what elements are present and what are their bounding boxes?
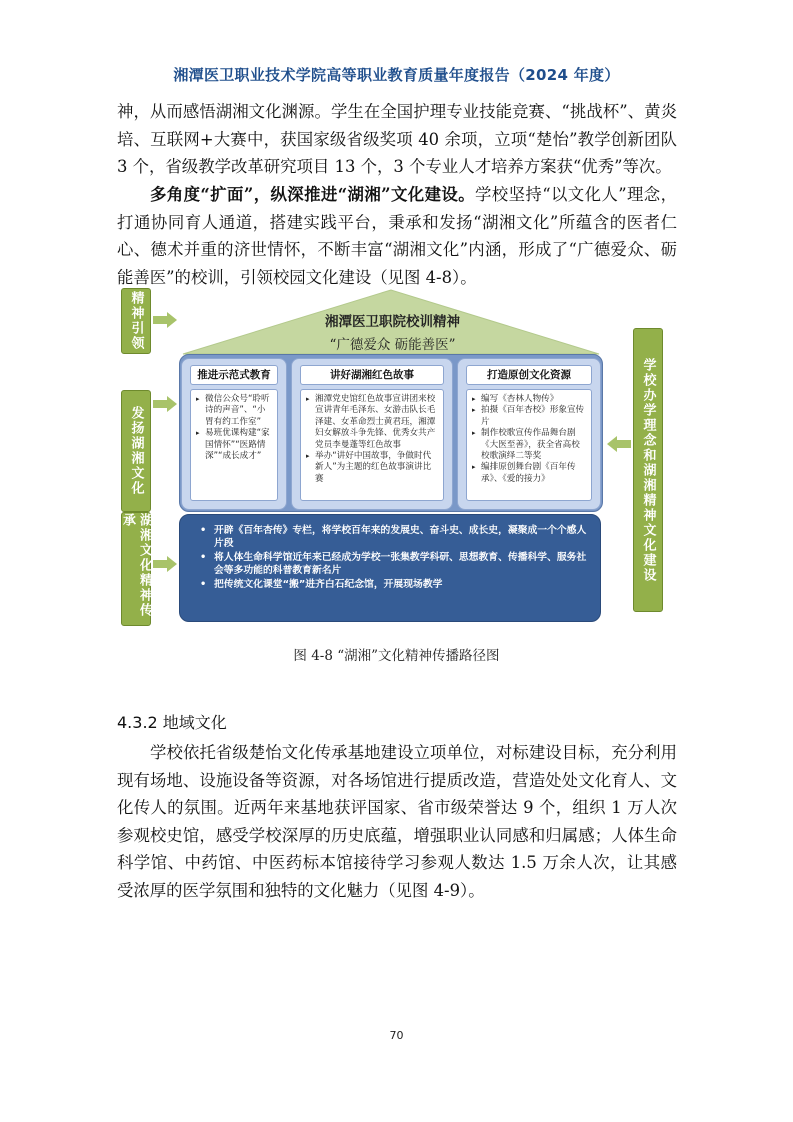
list-item: • 把传统文化课堂“搬”进齐白石纪念馆，开展现场教学 [198,579,588,592]
left-tab-inherit-spirit: 湖湘文化精神传承 [121,512,151,626]
list-item: ▸ 编排原创舞台剧《百年传承》、《爱的接力》 [472,462,586,485]
roof-title: 湘潭医卫职院校训精神 [325,314,460,330]
list-item: • 将人体生命科学馆近年来已经成为学校一张集教学科研、思想教育、传播科学、服务社会等多功能的科普教育新名片 [198,552,588,577]
right-tab-school-philosophy: 学校办学理念和湖湘精神文化建设 [633,328,663,612]
roof-subtitle: “广德爱众 砺能善医” [329,337,456,353]
column-demonstration-education [181,358,287,510]
list-item: ▸ 制作校歌宣传作品舞台剧《大医至善》，获全省高校校歌演绎二等奖 [472,428,586,462]
left-arrow-icon [607,436,631,452]
paragraph-lead-bold: 多角度“扩面”，纵深推进“湖湘”文化建设。 [150,185,475,204]
column-original-resources [457,358,601,510]
column-body [300,389,444,501]
column-body [466,389,592,501]
culture-path-diagram [121,286,664,626]
section-heading: 4.3.2 地域文化 [117,713,227,732]
paragraph-2-text: 学校坚持“以文化人”理念，打通协同育人通道，搭建实践平台，秉承和发扬“湖湘文化”所蕴含的医者仁心、德术并重的济世情怀，不断丰富“湖湘文化”内涵，形成了“广德爱众、砺能善医”的校训，引领校园文化建设（见图 4-8）。 [117,185,677,287]
figure-caption: 图 4-8 “湖湘”文化精神传播路径图 [293,648,500,664]
left-tab-promote-culture: 发扬湖湘文化 [121,390,151,512]
column-title: 推进示范式教育 [190,365,278,385]
column-red-stories [291,358,453,510]
list-item: ▸ 易班优课构建“家国情怀”“医路情深”“成长成才” [196,428,272,462]
right-arrow-icon [153,556,177,572]
list-item: ▸ 举办“讲好中国故事，争做时代新人”为主题的红色故事演讲比赛 [306,451,438,485]
page-header-title: 湘潭医卫职业技术学院高等职业教育质量年度报告（2024 年度） [173,66,620,84]
page-number: 70 [389,1029,404,1042]
column-title: 讲好湖湘红色故事 [300,365,444,385]
inheritance-box [179,514,601,622]
body-paragraph-2 [117,181,677,291]
list-item: ▸ 拍摄《百年杏校》形象宣传片 [472,405,586,428]
body-paragraph-1: 神，从而感悟湖湘文化渊源。学生在全国护理专业技能竞赛、“挑战杯”、黄炎培、互联网+大赛中，获国家级省级奖项 40 余项，立项“楚怡”教学创新团队 3 个，省级教学改革研究项目 13 个，3 个专业人才培养方案获“优秀”等次。 [117,102,677,177]
right-arrow-icon [153,396,177,412]
body-paragraph-3: 学校依托省级楚怡文化传承基地建设立项单位，对标建设目标，充分利用现有场地、设施设备等资源，对各场馆进行提质改造，营造处处文化育人、文化传人的氛围。近两年来基地获评国家、省市级荣誉达 9 个，组织 1 万人次参观校史馆，感受学校深厚的历史底蕴，增强职业认同感和归属感；人体生命科学馆、中药馆、中医药标本馆接待学习参观人数达 1.5 万余人次，让其感受浓厚的医学氛围和独特的文化魅力（见图 4-9）。 [117,743,677,900]
column-body [190,389,278,501]
left-tab-spirit-lead: 精神引领 [121,288,151,354]
list-item: ▸ 编写《杏林人物传》 [472,394,586,405]
list-item: ▸ 微信公众号“聆听诗的声音”、“小胃有约工作室” [196,394,272,428]
column-title: 打造原创文化资源 [466,365,592,385]
list-item: ▸ 湘潭党史馆红色故事宣讲团来校宣讲青年毛泽东、女游击队长毛泽建、女革命烈士黄君珏，湘潭妇女解放斗争先锋、优秀女共产党员李曼蓬等红色故事 [306,394,438,451]
list-item: • 开辟《百年杏传》专栏，将学校百年来的发展史、奋斗史、成长史，凝聚成一个个感人片段 [198,525,588,550]
